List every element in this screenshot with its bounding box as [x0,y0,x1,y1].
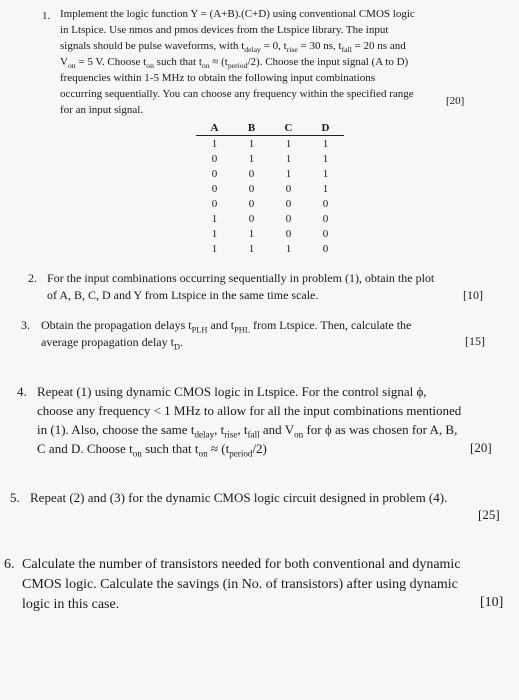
truth-table-header-row [196,120,344,136]
truth-table-cell: 1 [211,137,218,150]
question-1-line-7: for an input signal. [60,104,144,116]
question-5-points: [25] [478,507,500,522]
truth-table-row [196,166,344,181]
question-1-line-6: occurring sequentially. You can choose any frequency within the specified range [60,88,414,100]
question-1-points: [20] [446,95,465,107]
question-4-number: 4. [17,384,27,399]
question-1-line-2: in Ltspice. Use nmos and pmos devices from the Ltspice library. The input [60,24,389,36]
question-1-line-1: Implement the logic function Y = (A+B).(C+D) using conventional CMOS logic [60,8,415,20]
truth-table-cell: 0 [211,152,218,165]
question-1-line-3: signals should be pulse waveforms, with $t_{delay} = 0$, $t_{rise} = 30$ ns, $t_{fall} = 20$ ns and [60,40,406,55]
truth-table-cell: 1 [248,137,255,150]
truth-table-cell: 1 [248,152,255,165]
truth-table-cell: 1 [322,137,329,150]
truth-table-cell: 1 [211,242,218,255]
question-6-points: [10] [480,595,504,610]
truth-table-row [196,151,344,166]
truth-table-row [196,241,344,256]
truth-table-cell: 0 [248,197,255,210]
truth-table-header-b: B [233,120,270,136]
question-6-number: 6. [4,557,15,572]
question-5-line-1: Repeat (2) and (3) for the dynamic CMOS logic circuit designed in problem (4). [30,490,448,505]
truth-table-cell: 0 [211,197,218,210]
truth-table-cell: 1 [322,167,329,180]
question-5-number: 5. [10,490,20,505]
truth-table-row [196,136,344,152]
question-4-line-2: choose any frequency < 1 MHz to allow for all the input combinations mentioned [37,403,462,418]
question-4-line-1: Repeat (1) using dynamic CMOS logic in Ltspice. For the control signal ϕ, [37,384,427,399]
truth-table-cell: 1 [248,227,255,240]
truth-table-cell: 1 [285,167,292,180]
truth-table-header-a: A [196,120,233,136]
question-4-points: [20] [470,440,492,455]
question-2-line-1: For the input combinations occurring sequentially in problem (1), obtain the plot [47,271,435,285]
truth-table-cell: 1 [285,137,292,150]
truth-table-cell: 0 [322,242,329,255]
truth-table-cell: 1 [285,152,292,165]
truth-table-cell: 0 [285,212,292,225]
truth-table-cell: 0 [322,197,329,210]
truth-table-header-d: D [307,120,344,136]
truth-table-cell: 1 [285,242,292,255]
truth-table-cell: 0 [285,227,292,240]
truth-table-cell: 0 [322,212,329,225]
truth-table-cell: 0 [248,182,255,195]
truth-table-row [196,196,344,211]
question-1-line-4: $V_{on} = 5$ V. Choose $t_{on}$ such that $t_{on} \approx (t_{period}/2)$. Choose the input signal (A to D) [60,56,409,71]
question-1-number: 1. [42,10,51,22]
question-3-points: [15] [465,334,485,348]
question-3-line-1: Obtain the propagation delays $t_{PLH}$ and $t_{PHL}$ from Ltspice. Then, calculate the [41,318,412,335]
truth-table-cell: 1 [322,182,329,195]
question-6-line-3: logic in this case. [22,597,120,612]
truth-table-row [196,211,344,226]
truth-table-cell: 1 [248,242,255,255]
truth-table-cell: 0 [211,167,218,180]
truth-table-cell: 1 [211,212,218,225]
question-6-line-2: CMOS logic. Calculate the savings (in No. of transistors) after using dynamic [22,577,458,592]
truth-table [196,120,344,256]
question-3-line-2: average propagation delay $t_D$. [41,335,184,352]
question-2-line-2: of A, B, C, D and Y from Ltspice in the same time scale. [47,288,319,302]
question-2-points: [10] [463,288,483,302]
truth-table-cell: 0 [285,197,292,210]
truth-table-cell: 0 [285,182,292,195]
truth-table-cell: 0 [211,182,218,195]
question-4-line-3: in (1). Also, choose the same $t_{delay}$, $t_{rise}$, $t_{fall}$ and $V_{on}$ for ϕ as was chosen for A, B, [37,422,458,440]
truth-table-header-c: C [270,120,307,136]
truth-table-cell: 0 [322,227,329,240]
truth-table-cell: 0 [248,212,255,225]
truth-table-cell: 0 [248,167,255,180]
question-2-number: 2. [28,271,37,285]
question-3-number: 3. [21,318,30,332]
question-1-line-5: frequencies within 1-5 MHz to obtain the following input combinations [60,72,375,84]
truth-table-row [196,181,344,196]
question-6-line-1: Calculate the number of transistors needed for both conventional and dynamic [22,557,461,572]
question-4-line-4: C and D. Choose $t_{on}$ such that $t_{on} \approx (t_{period}/2)$ [37,441,267,459]
truth-table-row [196,226,344,241]
truth-table-cell: 1 [211,227,218,240]
truth-table-cell: 1 [322,152,329,165]
